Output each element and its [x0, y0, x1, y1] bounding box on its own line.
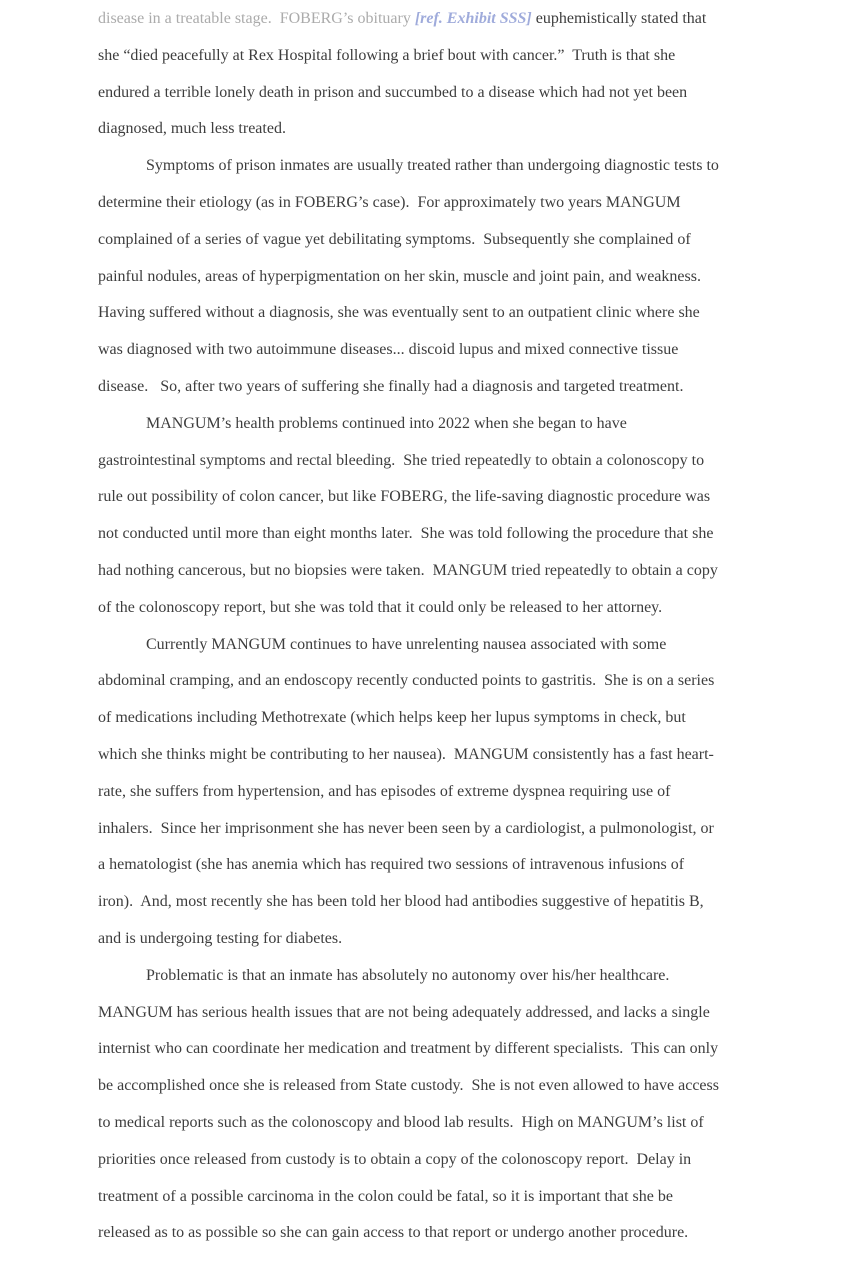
text-line: not conducted until more than eight months later. She was told following the procedure that she [98, 525, 714, 543]
text-line: of medications including Methotrexate (which helps keep her lupus symptoms in check, but [98, 709, 686, 727]
text-line: diagnosed, much less treated. [98, 120, 286, 138]
text-line: was diagnosed with two autoimmune diseases... discoid lupus and mixed connective tissue [98, 341, 679, 359]
text-line: complained of a series of vague yet debilitating symptoms. Subsequently she complained of [98, 230, 691, 248]
text-line: Having suffered without a diagnosis, she was eventually sent to an outpatient clinic where she [98, 304, 700, 322]
legal-motion-text [98, 1, 752, 1252]
text-line: disease. So, after two years of suffering she finally had a diagnosis and targeted treatment. [98, 377, 684, 395]
text-line: internist who can coordinate her medication and treatment by different specialists. This can only [98, 1040, 719, 1058]
text-line: priorities once released from custody is to obtain a copy of the colonoscopy report. Delay in [98, 1150, 692, 1168]
text-line: to medical reports such as the colonoscopy and blood lab results. High on MANGUM’s list of [98, 1113, 704, 1131]
text-line: of the colonoscopy report, but she was told that it could only be released to her attorney. [98, 598, 663, 616]
text-line [98, 1, 752, 38]
text-line: endured a terrible lonely death in prison and succumbed to a disease which had not yet been [98, 83, 688, 101]
text-line: Problematic is that an inmate has absolutely no autonomy over his/her healthcare. [146, 966, 670, 984]
text-line: which she thinks might be contributing to her nausea). MANGUM consistently has a fast heart- [98, 745, 714, 763]
text-line: Symptoms of prison inmates are usually treated rather than undergoing diagnostic tests to [146, 157, 719, 175]
text-line: she “died peacefully at Rex Hospital following a brief bout with cancer.” Truth is that she [98, 46, 676, 64]
text-line: painful nodules, areas of hyperpigmentation on her skin, muscle and joint pain, and weakness. [98, 267, 701, 285]
text-line: released as to as possible so she can gain access to that report or undergo another procedure. [98, 1224, 689, 1242]
text-line: gastrointestinal symptoms and rectal bleeding. She tried repeatedly to obtain a colonoscopy to [98, 451, 705, 469]
exhibit-reference-link[interactable]: [ref. Exhibit SSS] [414, 10, 532, 27]
text-line: MANGUM has serious health issues that are not being adequately addressed, and lacks a single [98, 1003, 710, 1021]
text-line: Currently MANGUM continues to have unrelenting nausea associated with some [146, 635, 667, 653]
text-line: treatment of a possible carcinoma in the colon could be fatal, so it is important that she be [98, 1187, 673, 1205]
text-line: iron). And, most recently she has been told her blood had antibodies suggestive of hepatitis B, [98, 893, 704, 911]
text-line: abdominal cramping, and an endoscopy recently conducted points to gastritis. She is on a series [98, 672, 715, 690]
text-line: rate, she suffers from hypertension, and has episodes of extreme dyspnea requiring use of [98, 782, 671, 800]
text-line: MANGUM’s health problems continued into 2022 when she began to have [146, 414, 627, 432]
text-segment: euphemistically stated that [531, 10, 707, 27]
text-line: inhalers. Since her imprisonment she has never been seen by a cardiologist, a pulmonologist, or [98, 819, 714, 837]
text-segment: disease in a treatable stage. FOBERG’s obituary [98, 10, 415, 27]
text-line: and is undergoing testing for diabetes. [98, 929, 343, 947]
text-line: determine their etiology (as in FOBERG’s case). For approximately two years MANGUM [98, 193, 681, 211]
text-line: a hematologist (she has anemia which has required two sessions of intravenous infusions of [98, 856, 685, 874]
text-line: had nothing cancerous, but no biopsies were taken. MANGUM tried repeatedly to obtain a copy [98, 561, 718, 579]
text-line: be accomplished once she is released from State custody. She is not even allowed to have access [98, 1077, 719, 1095]
text-line: rule out possibility of colon cancer, but like FOBERG, the life-saving diagnostic procedure was [98, 488, 711, 506]
